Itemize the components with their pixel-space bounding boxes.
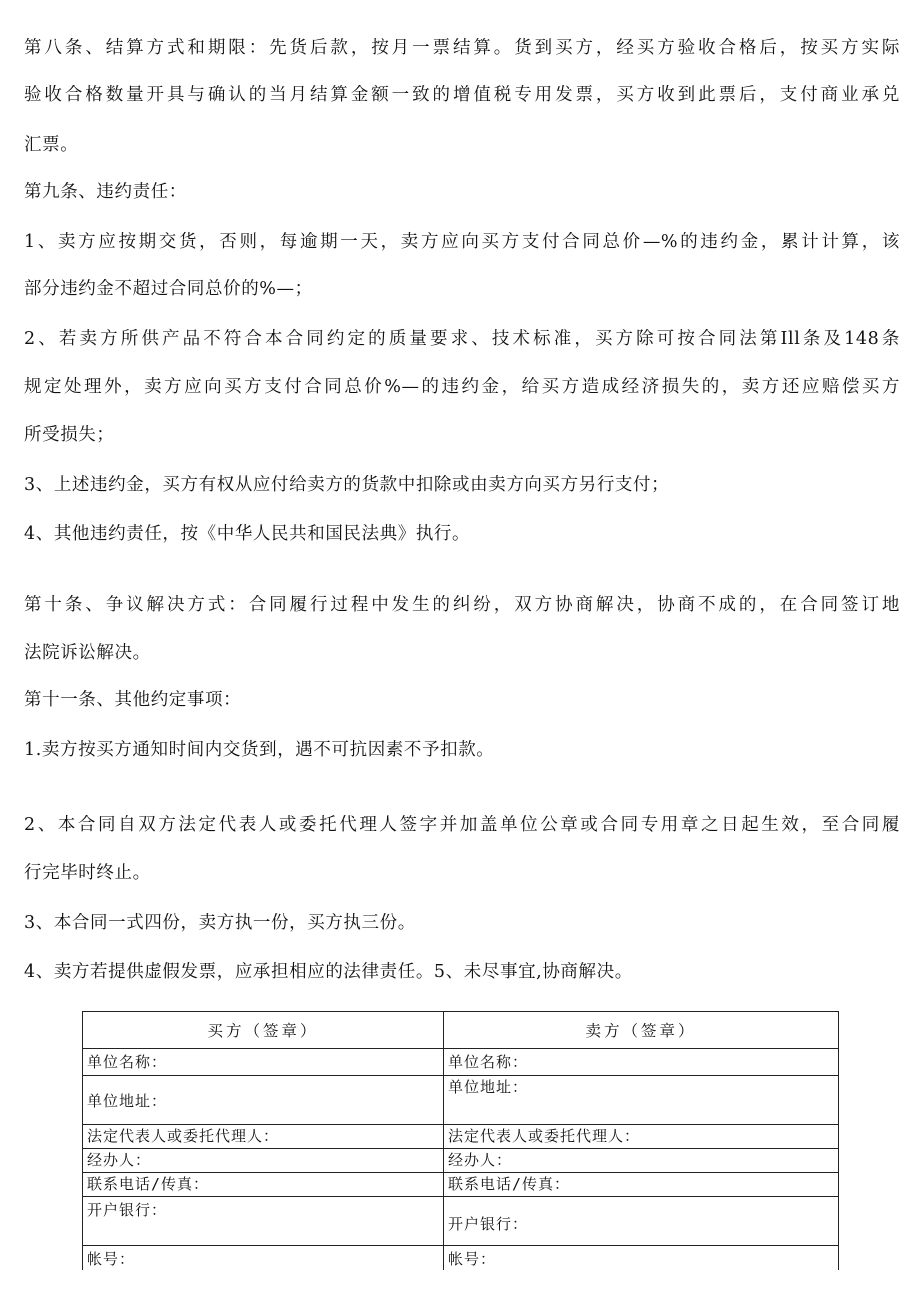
article-8-line-2: 验收合格数量开具与确认的当月结算金额一致的增值税专用发票，买方收到此票后，支付商业承兑 bbox=[24, 85, 900, 105]
article-11-item-3: 3、本合同一式四份，卖方执一份，买方执三份。 bbox=[24, 913, 416, 933]
buyer-phone-fax: 联系电话/传真： bbox=[83, 1173, 444, 1197]
table-row bbox=[83, 1173, 839, 1197]
article-9-item-2-line-1: 2、若卖方所供产品不符合本合同约定的质量要求、技术标准，买方除可按合同法第Ill条及148条 bbox=[24, 329, 900, 349]
seller-account: 帐号： bbox=[444, 1246, 839, 1271]
article-9-item-4: 4、其他违约责任，按《中华人民共和国民法典》执行。 bbox=[24, 524, 471, 544]
buyer-unit-address: 单位地址： bbox=[83, 1076, 444, 1125]
article-11-item-2-line-2: 行完毕时终止。 bbox=[24, 863, 151, 883]
seller-handler: 经办人： bbox=[444, 1149, 839, 1173]
article-9-item-1-line-2: 部分违约金不超过合同总价的%—； bbox=[24, 279, 313, 299]
article-10-line-1: 第十条、争议解决方式：合同履行过程中发生的纠纷，双方协商解决，协商不成的，在合同签订地 bbox=[24, 595, 900, 615]
article-11-title: 第十一条、其他约定事项： bbox=[24, 690, 242, 710]
buyer-header: 买方（签章） bbox=[83, 1012, 444, 1049]
article-9-title: 第九条、违约责任： bbox=[24, 182, 187, 202]
article-9-item-3: 3、上述违约金，买方有权从应付给卖方的货款中扣除或由卖方向买方另行支付； bbox=[24, 475, 670, 495]
table-row bbox=[83, 1246, 839, 1271]
article-11-item-2-line-1: 2、本合同自双方法定代表人或委托代理人签字并加盖单位公章或合同专用章之日起生效，至合同履 bbox=[24, 815, 900, 835]
table-row bbox=[83, 1197, 839, 1246]
buyer-bank: 开户银行： bbox=[83, 1197, 444, 1246]
article-9-item-2-line-2: 规定处理外，卖方应向买方支付合同总价%—的违约金，给买方造成经济损失的，卖方还应赔偿买方 bbox=[24, 377, 900, 397]
seller-bank: 开户银行： bbox=[444, 1197, 839, 1246]
table-row bbox=[83, 1125, 839, 1149]
article-8-line-3: 汇票。 bbox=[24, 135, 79, 155]
buyer-account: 帐号： bbox=[83, 1246, 444, 1271]
table-row bbox=[83, 1049, 839, 1076]
article-9-item-1-line-1: 1、卖方应按期交货，否则，每逾期一天，卖方应向买方支付合同总价—%的违约金，累计计算，该 bbox=[24, 232, 900, 252]
article-11-item-1: 1.卖方按买方通知时间内交货到，遇不可抗因素不予扣款。 bbox=[24, 740, 495, 760]
signature-header-row bbox=[83, 1012, 839, 1049]
buyer-unit-name: 单位名称： bbox=[83, 1049, 444, 1076]
seller-legal-representative: 法定代表人或委托代理人： bbox=[444, 1125, 839, 1149]
seller-header: 卖方（签章） bbox=[444, 1012, 839, 1049]
seller-phone-fax: 联系电话/传真： bbox=[444, 1173, 839, 1197]
table-row bbox=[83, 1149, 839, 1173]
seller-unit-name: 单位名称： bbox=[444, 1049, 839, 1076]
table-row bbox=[83, 1076, 839, 1125]
article-9-item-2-line-3: 所受损失； bbox=[24, 425, 115, 445]
article-11-item-4-5: 4、卖方若提供虚假发票，应承担相应的法律责任。5、未尽事宜,协商解决。 bbox=[24, 962, 633, 982]
signature-table bbox=[82, 1011, 839, 1270]
article-8-line-1: 第八条、结算方式和期限：先货后款，按月一票结算。货到买方，经买方验收合格后，按买方实际 bbox=[24, 38, 900, 58]
article-10-line-2: 法院诉讼解决。 bbox=[24, 643, 151, 663]
seller-unit-address: 单位地址： bbox=[444, 1076, 839, 1125]
buyer-handler: 经办人： bbox=[83, 1149, 444, 1173]
buyer-legal-representative: 法定代表人或委托代理人： bbox=[83, 1125, 444, 1149]
